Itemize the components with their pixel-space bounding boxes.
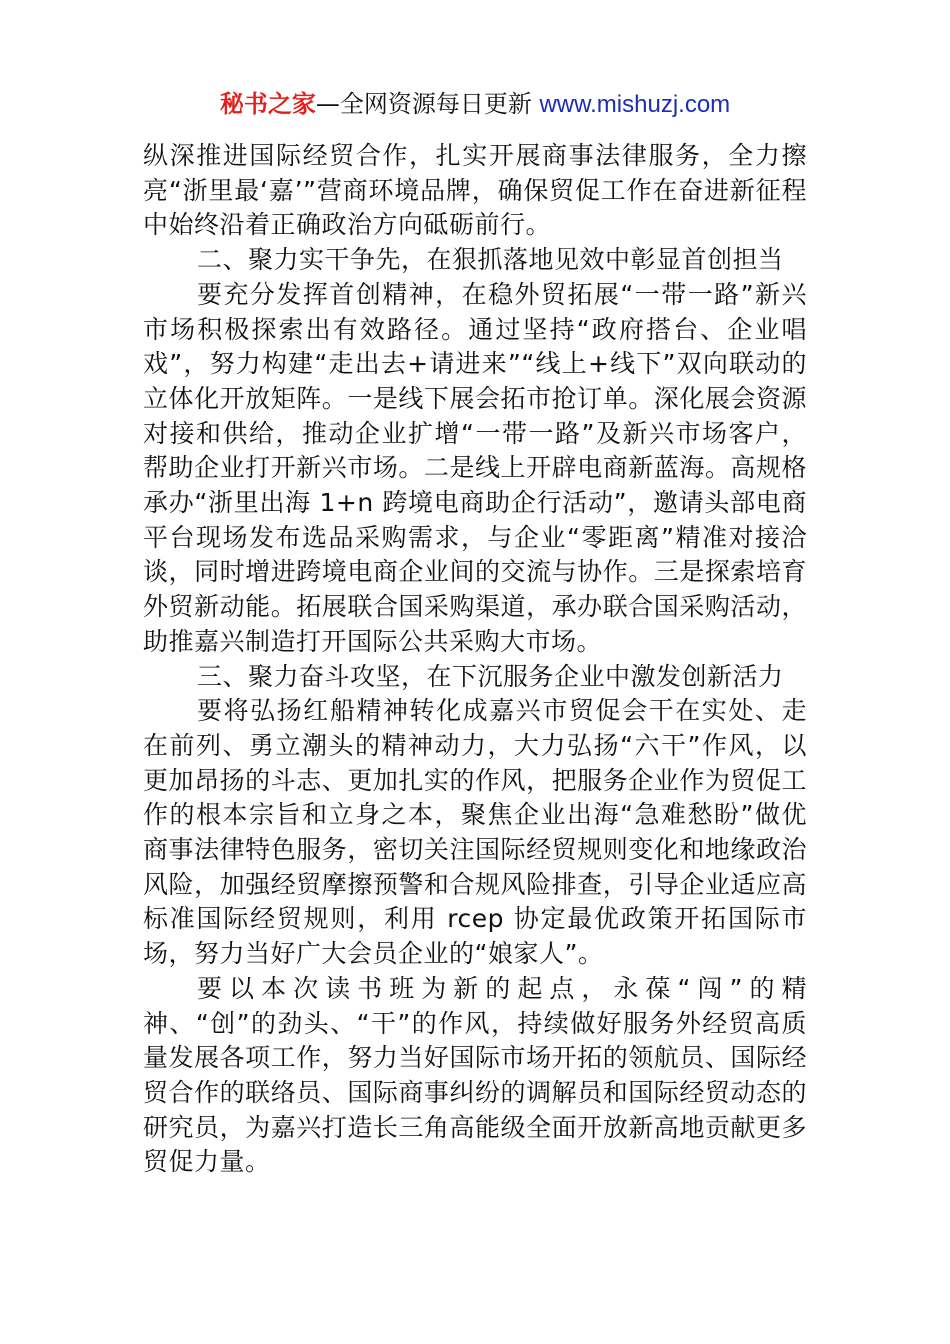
- paragraph-continuation: 纵深推进国际经贸合作，扎实开展商事法律服务，全力擦亮“浙里最‘嘉’”营商环境品牌，确保贸促工作在奋进新征程中始终沿着正确政治方向砥砺前行。: [143, 141, 807, 240]
- document-body: [143, 139, 807, 1180]
- paragraph-section-two: 要充分发挥首创精神，在稳外贸拓展“一带一路”新兴市场积极探索出有效路径。通过坚持“政府搭台、企业唱戏”，努力构建“走出去+请进来”“线上+线下”双向联动的立体化开放矩阵。一是线下展会拓市抢订单。深化展会资源对接和供给，推动企业扩增“一带一路”及新兴市场客户，帮助企业打开新兴市场。二是线上开辟电商新蓝海。高规格承办“浙里出海 1+n 跨境电商助企行活动”，邀请头部电商平台现场发布选品采购需求，与企业“零距离”精准对接洽谈，同时增进跨境电商企业间的交流与协作。三是探索培育外贸新动能。拓展联合国采购渠道，承办联合国采购活动，助推嘉兴制造打开国际公共采购大市场。: [143, 279, 807, 656]
- site-url-link[interactable]: www.mishuzj.com: [539, 91, 731, 118]
- paragraph-section-three: 要将弘扬红船精神转化成嘉兴市贸促会干在实处、走在前列、勇立潮头的精神动力，大力弘扬“六干”作风，以更加昂扬的斗志、更加扎实的作风，把服务企业作为贸促工作的根本宗旨和立身之本，聚焦企业出海“急难愁盼”做优商事法律特色服务，密切关注国际经贸规则变化和地缘政治风险，加强经贸摩擦预警和合规风险排查，引导企业适应高标准国际经贸规则，利用 rcep 协定最优政策开拓国际市场，努力当好广大会员企业的“娘家人”。: [143, 696, 807, 969]
- site-tagline: —全网资源每日更新: [315, 90, 540, 118]
- site-brand: 秘书之家: [219, 90, 316, 118]
- section-heading-three: 三、聚力奋斗攻坚，在下沉服务企业中激发创新活力: [197, 661, 784, 691]
- section-heading-two: 二、聚力实干争先，在狠抓落地见效中彰显首创担当: [197, 245, 784, 275]
- paragraph-closing: 要以本次读书班为新的起点，永葆“闯”的精神、“创”的劲头、“干”的作风，持续做好服务外经贸高质量发展各项工作，努力当好国际市场开拓的领航员、国际经贸合作的联络员、国际商事纠纷的调解员和国际经贸动态的研究员，为嘉兴打造长三角高能级全面开放新高地贡献更多贸促力量。: [143, 973, 807, 1177]
- page-header: [0, 86, 950, 123]
